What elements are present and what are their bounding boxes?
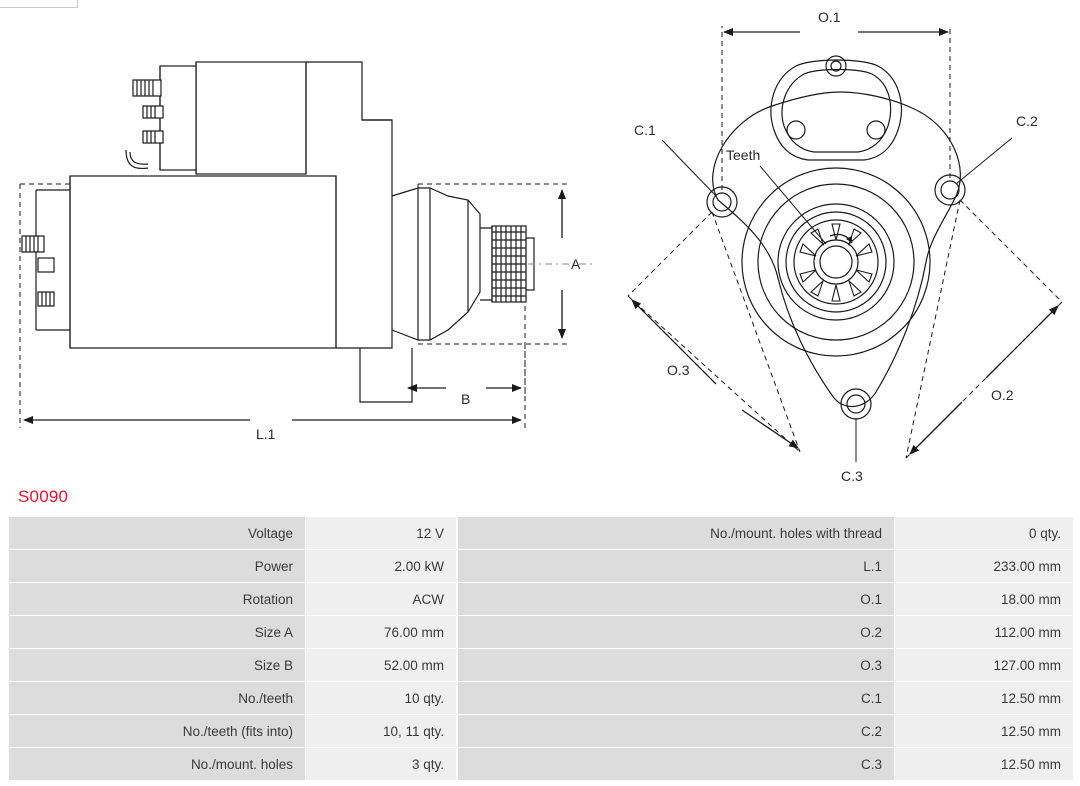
spec-value: ACW	[306, 583, 457, 616]
teeth-label: Teeth	[726, 147, 761, 163]
spec-value: 12.50 mm	[895, 715, 1074, 748]
table-row	[9, 517, 457, 550]
table-row	[9, 682, 457, 715]
dim-o1-label: O.1	[818, 9, 841, 25]
spec-label: No./mount. holes with thread	[458, 517, 895, 550]
spec-label: O.1	[458, 583, 895, 616]
spec-value: 10 qty.	[306, 682, 457, 715]
spec-value: 127.00 mm	[895, 649, 1074, 682]
spec-label: Power	[9, 550, 306, 583]
table-row	[458, 616, 1074, 649]
spec-label: Size A	[9, 616, 306, 649]
spec-value: 3 qty.	[306, 748, 457, 781]
spec-label: O.3	[458, 649, 895, 682]
spec-value: 10, 11 qty.	[306, 715, 457, 748]
table-row	[9, 715, 457, 748]
spec-label: Voltage	[9, 517, 306, 550]
spec-label: No./teeth	[9, 682, 306, 715]
spec-label: C.2	[458, 715, 895, 748]
spec-value: 12.50 mm	[895, 748, 1074, 781]
spec-label: C.3	[458, 748, 895, 781]
spec-value: 0 qty.	[895, 517, 1074, 550]
spec-value: 112.00 mm	[895, 616, 1074, 649]
spec-table-left	[8, 516, 457, 781]
table-row	[458, 748, 1074, 781]
table-row	[9, 649, 457, 682]
spec-value: 2.00 kW	[306, 550, 457, 583]
dim-l1-label: L.1	[256, 426, 276, 442]
table-row	[9, 550, 457, 583]
table-row	[458, 583, 1074, 616]
spec-label: No./teeth (fits into)	[9, 715, 306, 748]
table-row	[458, 517, 1074, 550]
part-code: S0090	[18, 487, 69, 506]
table-row	[9, 583, 457, 616]
table-row	[458, 715, 1074, 748]
dim-c1-label: C.1	[634, 122, 656, 138]
spec-label: L.1	[458, 550, 895, 583]
dim-o2-label: O.2	[991, 387, 1014, 403]
spec-label: No./mount. holes	[9, 748, 306, 781]
table-row	[9, 616, 457, 649]
dim-o3-label: O.3	[667, 362, 690, 378]
dim-c3-label: C.3	[841, 468, 863, 484]
dim-b-label: B	[461, 391, 471, 407]
spec-table-right	[457, 516, 1074, 781]
table-row	[458, 682, 1074, 715]
dim-c2-label: C.2	[1016, 113, 1038, 129]
spec-label: Size B	[9, 649, 306, 682]
spec-label: C.1	[458, 682, 895, 715]
spec-value: 52.00 mm	[306, 649, 457, 682]
spec-value: 76.00 mm	[306, 616, 457, 649]
spec-label: Rotation	[9, 583, 306, 616]
spec-value: 233.00 mm	[895, 550, 1074, 583]
spec-value: 12.50 mm	[895, 682, 1074, 715]
table-row	[9, 748, 457, 781]
dim-a-label: A	[571, 256, 581, 272]
spec-label: O.2	[458, 616, 895, 649]
starter-side-view	[20, 62, 596, 428]
specifications	[8, 516, 1072, 781]
spec-value: 12 V	[306, 517, 457, 550]
table-row	[458, 649, 1074, 682]
spec-value: 18.00 mm	[895, 583, 1074, 616]
table-row	[458, 550, 1074, 583]
